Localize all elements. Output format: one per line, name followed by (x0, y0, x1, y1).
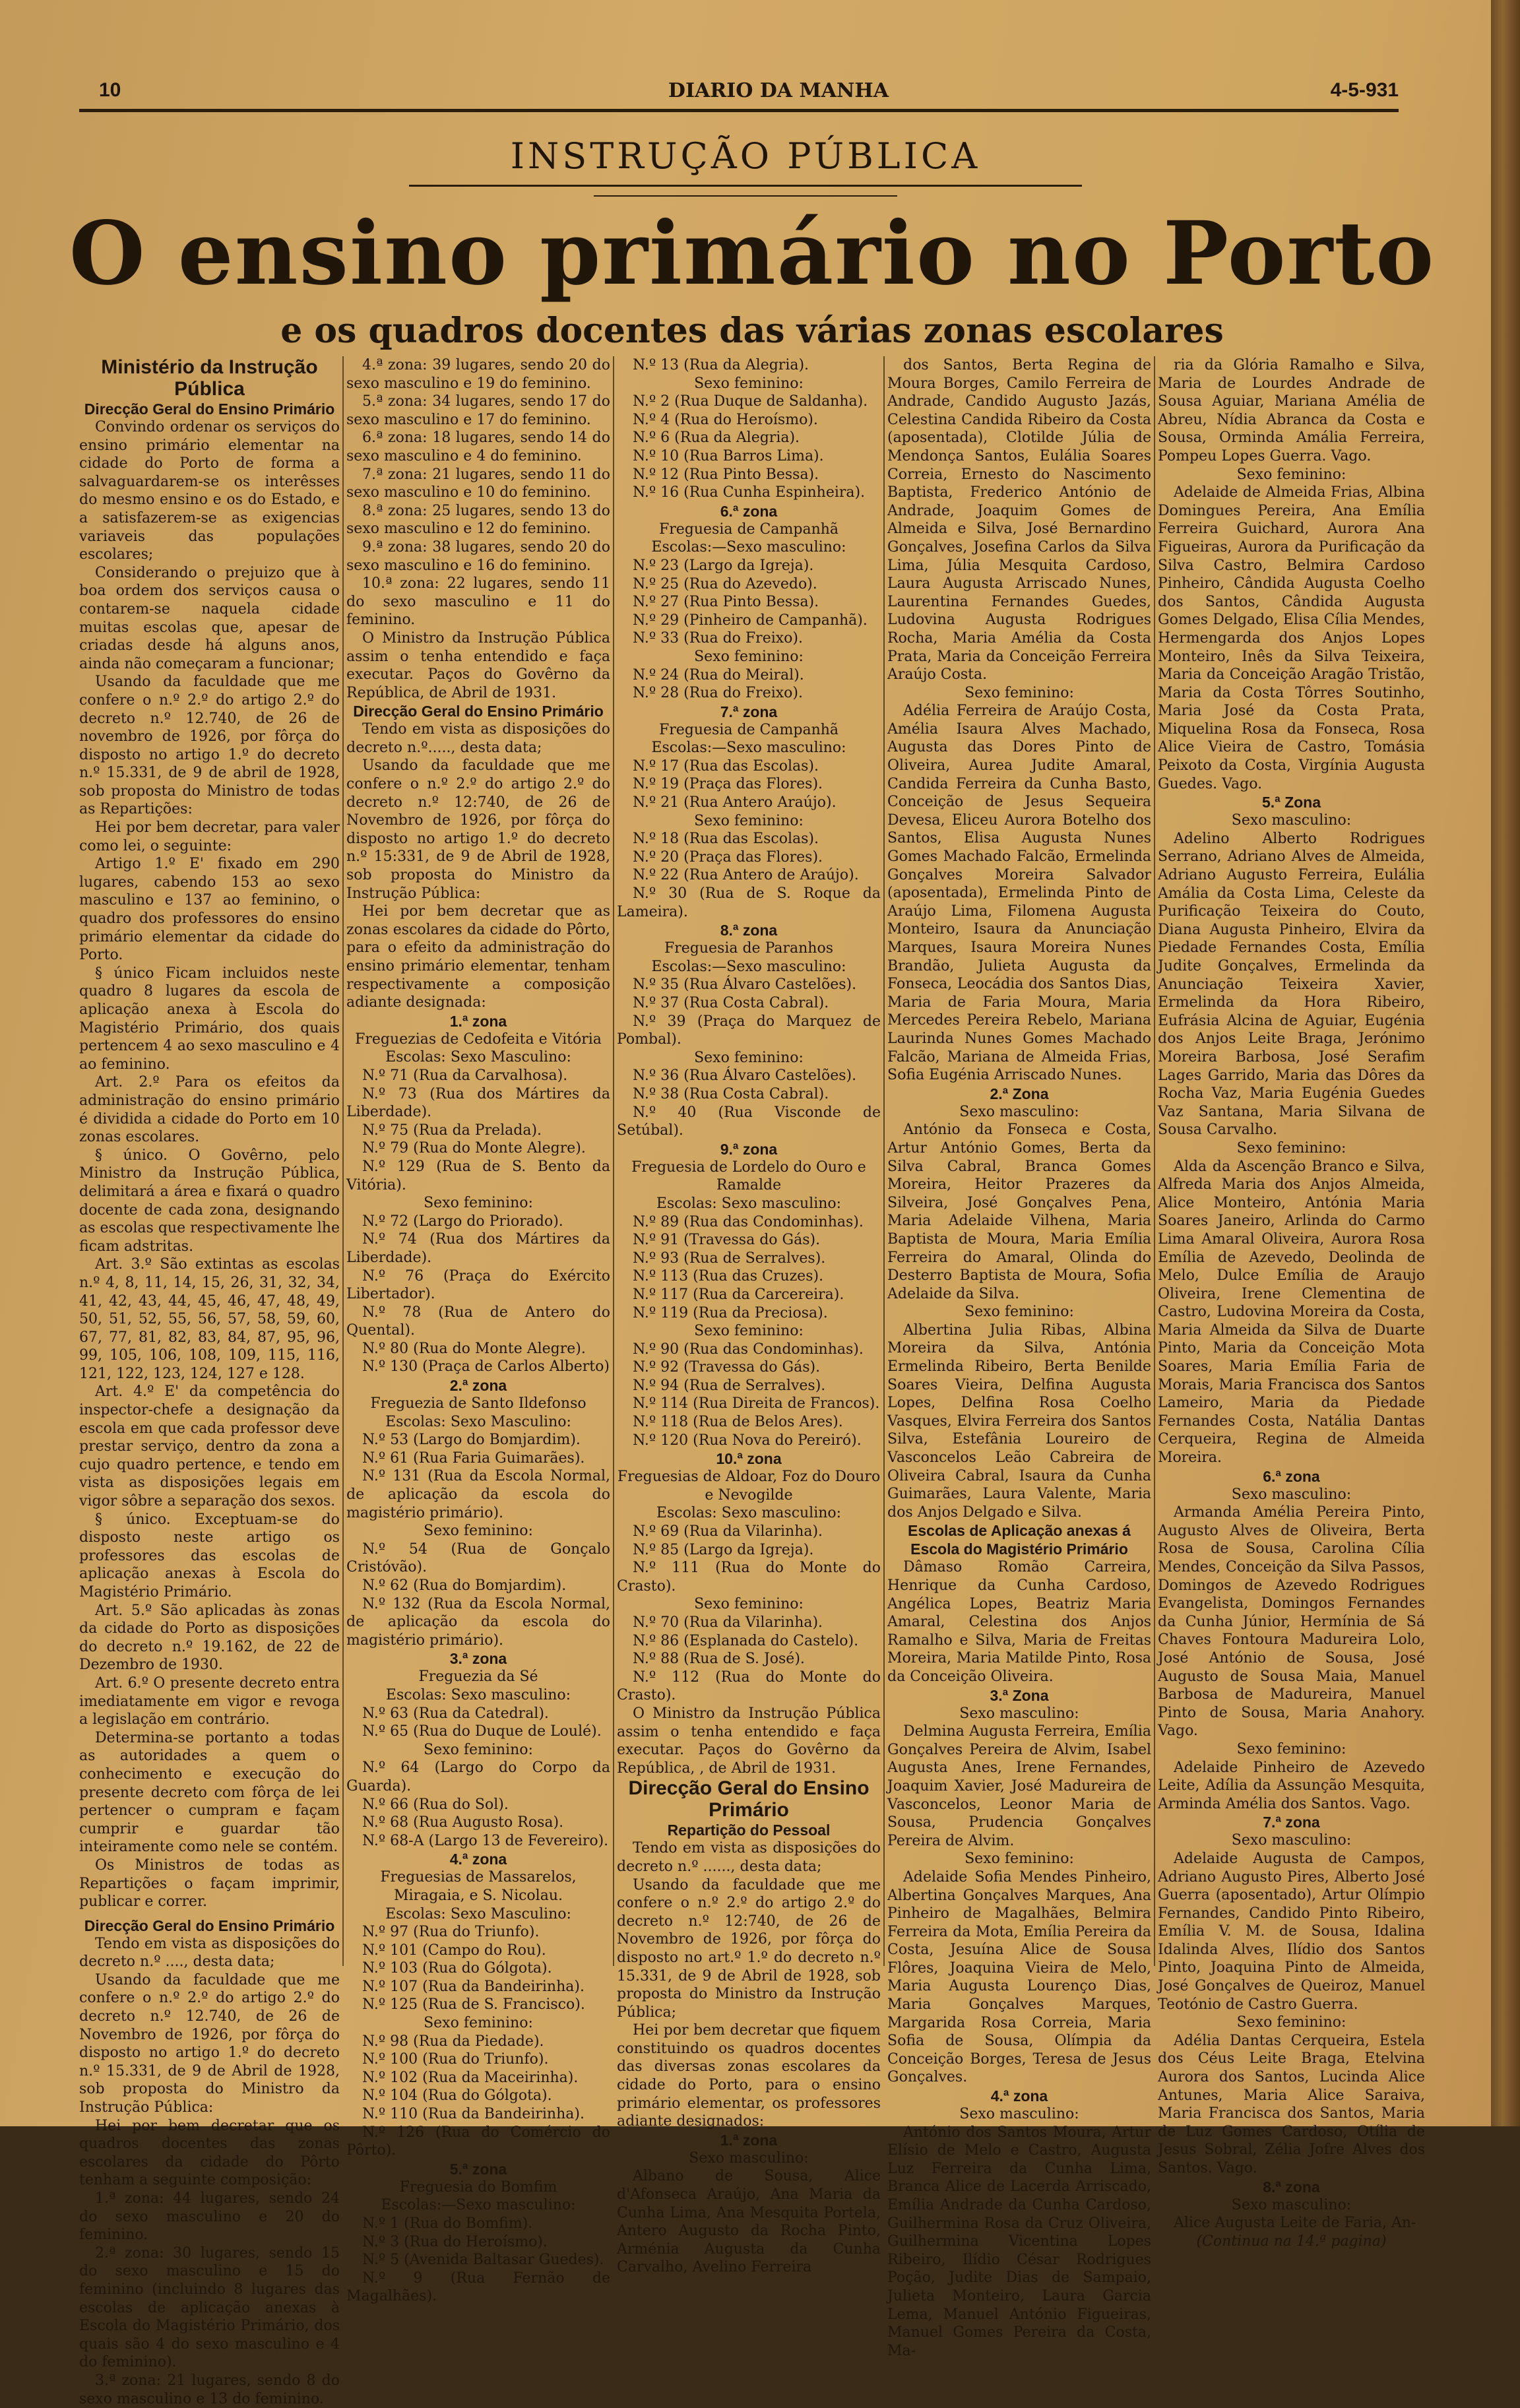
paragraph: Delmina Augusta Ferreira, Emília Gonçalves Pereira de Alvim, Isabel Augusta Anes, Irene Fernandes, Joaquim Xavier, José Madureira de Vasconcelos, Leonor Maria de Sousa, Prudencia Gonçalves Pereira de Alvim. (887, 1723, 1151, 1849)
centered-line: Sexo masculino: (1231, 2196, 1352, 2213)
centered-line: Sexo masculino: (959, 1705, 1079, 1722)
running-head (99, 79, 1399, 106)
paragraph: N.º 10 (Rua Barros Lima). (633, 447, 824, 464)
paragraph: Adelino Alberto Rodrigues Serrano, Adriano Alves de Almeida, Adriano Augusto Ferreira, Eulália Amália da Costa Lima, Celeste da Purificação Teixeira do Couto, Diana Augusta Pinheiro, Elvira da Piedade Fernandes Costa, Emília Judite Gonçalves, Ermelinda da Anunciação Teixeira Xavier, Ermelinda da Hora Ribeiro, Eufrásia Alcina de Aguiar, Eugénia dos Anjos Leite Braga, Jerónimo Moreira Barbosa, José Serafim Lages Garrido, Maria das Dôres da Rocha Vaz, Maria Eugénia Guedes Vaz Santana, Maria Silvana de Sousa Carvalho. (1158, 830, 1425, 1139)
headline: O ensino primário no Porto (69, 203, 1436, 305)
paragraph: N.º 22 (Rua Antero de Araújo). (633, 867, 859, 884)
paragraph: N.º 76 (Praça do Exército Libertador). (346, 1267, 610, 1303)
paragraph: N.º 118 (Rua de Belos Ares). (633, 1414, 843, 1431)
paragraph: N.º 17 (Rua das Escolas). (633, 757, 819, 775)
subheading: 5.ª zona (449, 2160, 507, 2178)
paragraph: Determina-se portanto a todas as autoridades a quem o conhecimento e execução do presente decreto com fôrça de lei pertencer o cumpram e façam cumprir e guardar tão inteiramente como nele se contém. (79, 1729, 340, 1856)
subheading: 7.ª zona (720, 703, 778, 720)
centered-line: Freguesias de Massarelos, Miragaia, e S. Nicolau. (380, 1869, 577, 1904)
paragraph: N.º 80 (Rua do Monte Alegre). (362, 1340, 586, 1357)
paragraph: N.º 70 (Rua da Vilarinha). (633, 1614, 823, 1631)
paragraph: N.º 129 (Rua de S. Bento da Vitória). (346, 1158, 610, 1193)
paragraph: N.º 73 (Rua dos Mártires da Liberdade). (346, 1085, 610, 1121)
paragraph: N.º 93 (Rua de Serralves). (633, 1250, 826, 1267)
subheading: Direcção Geral do Ensino Primário (628, 1777, 870, 1822)
centered-line: Sexo feminino: (1236, 1139, 1346, 1156)
subheading: 4.ª zona (449, 1851, 507, 1868)
centered-line: Sexo masculino: (1231, 1486, 1352, 1503)
centered-line: Sexo feminino: (424, 1741, 533, 1758)
subheading: 8.ª zona (720, 922, 778, 939)
paragraph: N.º 89 (Rua das Condominhas). (633, 1213, 864, 1230)
paragraph: N.º 37 (Rua Costa Cabral). (633, 995, 829, 1011)
newspaper-name: DIARIO DA MANHA (668, 79, 889, 102)
centered-line: Freguesias de Aldoar, Foz do Douro e Nevogilde (617, 1469, 881, 1504)
centered-line: Sexo feminino: (965, 1851, 1074, 1868)
paragraph: N.º 27 (Rua Pinto Bessa). (633, 594, 819, 611)
centered-line: Sexo feminino: (965, 1304, 1074, 1321)
centered-line: Sexo masculino: (959, 1103, 1079, 1120)
paragraph: N.º 92 (Travessa do Gás). (633, 1359, 821, 1376)
paragraph: N.º 36 (Rua Álvaro Castelões). (633, 1067, 857, 1085)
subheading: Escolas de Aplicação anexas á Escola do Magistério Primário (908, 1522, 1131, 1558)
paragraph: N.º 75 (Rua da Prelada). (362, 1122, 542, 1139)
paragraph: N.º 117 (Rua da Carcereira). (633, 1286, 844, 1303)
subheading: Repartição do Pessoal (667, 1822, 831, 1839)
paragraph: N.º 97 (Rua do Triunfo). (362, 1924, 540, 1941)
subheading: 6.ª zona (1263, 1467, 1320, 1485)
paragraph: N.º 102 (Rua da Maceirinha). (362, 2069, 579, 2086)
paragraph: N.º 3 (Rua do Heroísmo). (362, 2233, 548, 2250)
article-column-1 (79, 356, 340, 2407)
paragraph: § único Ficam incluidos neste quadro 8 lugares da escola de aplicação anexa à Escola do Magistério Primário, dos quais pertencem 4 ao sexo masculino e 4 ao feminino. (79, 965, 340, 1073)
centered-line: Escolas:—Sexo masculino: (381, 2197, 576, 2214)
paragraph: Usando da faculdade que me confere o n.º 2.º do artigo 2.º do decreto n.º 12:740, de 26 de Novembro de 1926, por fôrça do disposto no art.º 1.º do decreto n.º 15.331, de 9 de Abril de 1928, sob proposta do Ministro da Instrução Pública; (617, 1876, 881, 2021)
paragraph: N.º 103 (Rua do Gólgota). (362, 1960, 552, 1977)
paragraph: N.º 4 (Rua do Heroísmo). (633, 411, 818, 428)
paragraph: N.º 85 (Largo da Igreja). (633, 1541, 814, 1558)
subheading: 4.ª zona (990, 2087, 1048, 2105)
paragraph: Usando da faculdade que me confere o n.º 2.º do artigo 2.º do decreto n.º 12:740, de 26 de Novembro de 1926, por fôrça do disposto no artigo 1.º do decreto n.º 15:331, de 9 de Abril de 1928, sob proposta do Ministro da Instrução Pública: (346, 757, 610, 902)
paragraph: N.º 88 (Rua de S. José). (633, 1651, 805, 1668)
subheading: 3.ª Zona (990, 1686, 1049, 1704)
paragraph: Adelaide de Almeida Frias, Albina Domingues Pereira, Ana Emília Ferreira Guichard, Aurora Ana Figueiras, Aurora da Purificação da Silva Castro, Belmira Cardoso Pinheiro, Cândida Augusta Coelho dos Santos, Cândida Augusta Gomes Delgado, Elisa Cília Mendes, Hermengarda dos Anjos Lopes Monteiro, Inês da Silva Teixeira, Maria da Conceição Aragão Tristão, Maria da Costa Tôrres Soutinho, Maria José da Costa Prata, Miquelina Rosa da Fonseca, Rosa Alice Vieira de Castro, Tomásia Peixoto da Costa, Virgínia Augusta Guedes. Vago. (1158, 484, 1425, 792)
paragraph: N.º 68 (Rua Augusto Rosa). (362, 1814, 564, 1831)
paragraph: Adélia Dantas Cerqueira, Estela dos Céus Leite Braga, Etelvina Aurora dos Santos, Lucinda Alice Antunes, Maria Alice Saraiva, Maria Francisca dos Santos, Maria de Luz Gomes Cardoso, Otília de Jesus Sobral, Zélia Jofre Alves dos Santos. Vago. (1158, 2032, 1425, 2176)
centered-line: Sexo feminino: (694, 812, 804, 829)
paragraph: N.º 110 (Rua da Bandeirinha). (362, 2106, 585, 2123)
paragraph: N.º 72 (Largo do Priorado). (362, 1213, 563, 1230)
paragraph: N.º 132 (Rua da Escola Normal, de aplicação da escola do magistério primário). (346, 1595, 610, 1649)
paragraph: Albertina Julia Ribas, Albina Moreira da Silva, Antónia Ermelinda Ribeiro, Berta Benilde Soares Vieira, Delfina Augusta Lopes, Delfina Rosa Coelho Vasques, Elvira Ferreira dos Santos Silva, Estefânia Loureiro de Vasconcelos Leão Cabreira de Oliveira Cabral, Isaura da Cunha Guimarães, Laura Valente, Maria dos Anjos Delgado e Silva. (887, 1321, 1151, 1521)
subheading: 2.ª Zona (990, 1085, 1049, 1102)
section-rule-short (594, 195, 897, 197)
centered-line: Freguezia de Santo Ildefonso (370, 1395, 586, 1412)
article-column-4 (887, 356, 1151, 2359)
paragraph: N.º 23 (Largo da Igreja). (633, 557, 814, 574)
paragraph: N.º 28 (Rua do Freixo). (633, 685, 803, 702)
subheading: 3.ª zona (449, 1650, 507, 1668)
paragraph: N.º 86 (Esplanada do Castelo). (633, 1632, 859, 1649)
paragraph: 6.ª zona: 18 lugares, sendo 14 do sexo masculino e 4 do feminino. (346, 429, 610, 464)
subheading: 2.ª zona (449, 1377, 507, 1395)
centered-line: Freguesia de Lordelo do Ouro e Ramalde (631, 1158, 866, 1194)
centered-line: Sexo feminino: (1236, 2014, 1346, 2031)
paragraph: N.º 53 (Largo do Bomjardim). (362, 1432, 581, 1449)
paragraph: Dâmaso Romão Carreira, Henrique da Cunha Cardoso, Angélica Lopes, Beatriz Maria Amaral, Celestina dos Anjos Ramalho e Silva, Maria de Freitas Moreira, Maria Matilde Pinto, Rosa da Conceição Oliveira. (887, 1559, 1151, 1685)
paragraph: N.º 91 (Travessa do Gás). (633, 1232, 821, 1249)
centered-line: Escolas: Sexo Masculino: (385, 1905, 571, 1922)
adjacent-page-edge (1491, 0, 1520, 2126)
paragraph: N.º 119 (Rua da Preciosa). (633, 1304, 828, 1321)
paragraph: N.º 69 (Rua da Vilarinha). (633, 1523, 823, 1540)
paragraph: N.º 71 (Rua da Carvalhosa). (362, 1067, 568, 1084)
paragraph: N.º 126 (Rua do Comércio do Pôrto). (346, 2124, 610, 2159)
paragraph: N.º 78 (Rua de Antero do Quental). (346, 1304, 610, 1339)
section-rule (409, 185, 1082, 187)
paragraph: Artigo 1.º E' fixado em 290 lugares, cabendo 153 ao sexo masculino e 137 ao feminino, o quadro dos professores do ensino primário elementar da cidade do Porto. (79, 856, 340, 964)
centered-line: Sexo feminino: (694, 1049, 804, 1066)
paragraph: Armanda Amélia Pereira Pinto, Augusto Alves de Oliveira, Berta Rosa de Sousa, Carolina Cília Mendes, Conceição da Silva Passos, Domingos de Azevedo Rodrigues Evangelista, Domingos Fernandes da Cunha Júnior, Hermínia de Sá Chaves Fontoura Madureira Lolo, José António de Sousa, José Augusto de Sousa Maia, Manuel Barbosa de Madureira, Manuel Pinto de Sousa, Maria Anahory. Vago. (1158, 1504, 1425, 1740)
paragraph: Considerando o prejuizo que à boa ordem dos serviços causa o contarem-se naquela cidade muitas escolas que, apesar de criadas desde há alguns anos, ainda não começaram a funcionar; (79, 564, 340, 672)
paragraph: N.º 21 (Rua Antero Araújo). (633, 794, 837, 811)
centered-line: Sexo masculino: (1231, 812, 1352, 829)
paragraph: § único. O Govêrno, pelo Ministro da Instrução Pública, delimitará a área e fixará o quadro docente de cada zona, designando as escolas que respectivamente lhe ficam adstritas. (79, 1147, 340, 1255)
paragraph: Os Ministros de todas as Repartições o façam imprimir, publicar e correr. (79, 1856, 340, 1911)
paragraph: N.º 63 (Rua da Catedral). (362, 1705, 549, 1722)
subheading: 1.ª zona (449, 1012, 507, 1030)
subheading: Ministério da Instrução Pública (101, 356, 318, 400)
paragraph: ria da Glória Ramalho e Silva, Maria de Lourdes Andrade de Sousa Aguiar, Mariana Amélia de Abreu, Nídia Abranca da Costa e Sousa, Orminda Amália Ferreira, Pompeu Lopes Guerra. Vago. (1158, 357, 1425, 464)
centered-line: Sexo feminino: (424, 2015, 533, 2032)
centered-line: Sexo feminino: (694, 1596, 804, 1613)
paragraph: Usando da faculdade que me confere o n.º 2.º do artigo 2.º do decreto n.º 12.740, de 26 de Novembro de 1926, por fôrça do disposto no artigo 1.º do decreto n.º 15.331, de 9 de Abril de 1928, sob proposta do Ministro da Instrução Pública: (79, 1971, 340, 2116)
paragraph: Hei por bem decretar que fiquem constituindo os quadros docentes das diversas zonas escolares da cidade do Porto, para o ensino primário elementar, os professores adiante designados: (617, 2022, 881, 2130)
paragraph: N.º 64 (Largo do Corpo da Guarda). (346, 1759, 610, 1794)
paragraph: N.º 62 (Rua do Bomjardim). (362, 1577, 567, 1594)
paragraph: 1.ª zona: 44 lugares, sendo 24 do sexo masculino e 20 do feminino. (79, 2190, 340, 2244)
subheading: 5.ª Zona (1261, 794, 1321, 811)
centered-line: Freguezias de Cedofeita e Vitória (355, 1030, 602, 1048)
paragraph: Art. 3.º São extintas as escolas n.º 4, 8, 11, 14, 15, 26, 31, 32, 34, 41, 42, 43, 44, 45, 46, 47, 48, 49, 50, 51, 52, 55, 56, 57, 58, 59, 60, 67, 77, 81, 82, 83, 84, 87, 95, 96, 99, 105, 106, 108, 109, 115, 116, 121, 122, 123, 124, 127 e 128. (79, 1256, 340, 1382)
paragraph: N.º 114 (Rua Direita de Francos). (633, 1395, 880, 1412)
paragraph: Tendo em vista as disposições do decreto n.º ......, desta data; (617, 1840, 881, 1875)
paragraph: N.º 100 (Rua do Triunfo). (362, 2051, 549, 2068)
subheading: 10.ª zona (716, 1450, 782, 1468)
paragraph: Alda da Ascenção Branco e Silva, Alfreda Maria dos Anjos Almeida, Alice Monteiro, Antónia Maria Soares Janeiro, Arlinda do Carmo Lima Amaral Oliveira, Aurora Rosa Emília de Azevedo, Deolinda de Melo, Dulce Emília de Araujo Oliveira, Irene Clementina de Castro, Ludovina Moreira da Costa, Maria Almeida da Silva de Duarte Pinto, Maria da Conceição Mota Soares, Maria Emília Faria de Morais, Maria Francisca dos Santos Lameiro, Maria da Piedade Fernandes Costa, Natália Dantas Cerqueira, Regina de Almeida Moreira. (1158, 1158, 1425, 1467)
centered-line: Sexo masculino: (689, 2149, 809, 2167)
article-column-5 (1158, 356, 1425, 2250)
centered-line: Freguezia da Sé (418, 1668, 538, 1686)
paragraph: N.º 9 (Rua Fernão de Magalhães). (346, 2269, 610, 2305)
paragraph: N.º 29 (Pinheiro de Campanhã). (633, 612, 868, 629)
centered-line: Sexo masculino: (959, 2106, 1079, 2123)
paragraph: N.º 16 (Rua Cunha Espinheira). (633, 484, 866, 501)
paragraph: O Ministro da Instrução Pública assim o tenha entendido e faça executar. Paços do Govêrno da República, , de Abril de 1931. (617, 1705, 881, 1777)
paragraph: N.º 19 (Praça das Flores). (633, 776, 823, 793)
centered-line: Sexo feminino: (1236, 466, 1346, 483)
centered-line: Freguesia de Campanhã (658, 521, 839, 538)
column-rule (883, 356, 885, 1966)
paragraph: N.º 113 (Rua das Cruzes). (633, 1268, 824, 1285)
paragraph: Albano de Sousa, Alice d'Afonseca Araújo, Ana Maria da Cunha Lima, Ana Mesquita Portela, Antero Augusto da Rocha Pinto, Arménia Augusta da Cunha Carvalho, Avelino Ferreira (617, 2168, 881, 2276)
column-rule (1154, 356, 1155, 1966)
paragraph: N.º 130 (Praça de Carlos Alberto) (362, 1358, 610, 1376)
paragraph: N.º 5 (Avenida Baltasar Guedes). (362, 2252, 604, 2269)
paragraph: N.º 2 (Rua Duque de Saldanha). (633, 393, 868, 410)
paragraph: N.º 74 (Rua dos Mártires da Liberdade). (346, 1231, 610, 1266)
paragraph: Hei por bem decretar, para valer como lei, o seguinte: (79, 819, 340, 854)
column-rule (613, 356, 614, 1966)
centered-line: Freguesia de Paranhos (664, 940, 834, 957)
paragraph: N.º 24 (Rua do Meiral). (633, 666, 804, 683)
paragraph: N.º 112 (Rua do Monte do Crasto). (617, 1668, 881, 1704)
article-column-3 (617, 356, 881, 2276)
paragraph: N.º 13 (Rua da Alegria). (633, 357, 809, 373)
centered-line: Escolas:—Sexo masculino: (651, 740, 846, 757)
paragraph: N.º 54 (Rua de Gonçalo Cristóvão). (346, 1540, 610, 1576)
paragraph: N.º 111 (Rua do Monte do Crasto). (617, 1560, 881, 1595)
paragraph: 3.ª zona: 21 lugares, sendo 8 do sexo masculino e 13 do feminino. (79, 2372, 340, 2407)
subheading: Direcção Geral do Ensino Primário (84, 1917, 335, 1934)
paragraph: N.º 25 (Rua do Azevedo). (633, 575, 817, 592)
paragraph: dos Santos, Berta Regina de Moura Borges, Camilo Ferreira de Andrade, Candido Augusto Jazás, Celestina Candida Ribeiro da Costa (aposentada), Clotilde Júlia de Mendonça Santos, Eulália Soares Correia, Ernesto do Nascimento Baptista, Frederico António de Andrade, Joaquim Gomes de Almeida e Silva, José Bernardino Gonçalves, Josefina Carlos da Silva Lima, Júlia Mesquita Cardoso, Laura Augusta Arriscado Nunes, Laurentina Fernandes Guedes, Ludovina Augusta Rodrigues Rocha, Maria Amélia da Costa Prata, Maria da Conceição Ferreira Araújo Costa. (887, 357, 1151, 683)
subheading: Direcção Geral do Ensino Primário (84, 400, 335, 418)
paragraph: N.º 40 (Rua Visconde de Setúbal). (617, 1104, 881, 1139)
centered-line: Escolas:—Sexo masculino: (651, 539, 846, 556)
paragraph: N.º 6 (Rua da Alegria). (633, 429, 800, 447)
paragraph: Art. 2.º Para os efeitos da administração do ensino primário é dividida a cidade do Porto em 10 zonas escolares. (79, 1074, 340, 1146)
paragraph: § único. Exceptuam-se do disposto neste artigo os professores das escolas de aplicação anexas à Escola do Magistério Primário. (79, 1511, 340, 1600)
centered-line: Sexo feminino: (694, 648, 804, 665)
paragraph: N.º 94 (Rua de Serralves). (633, 1377, 826, 1394)
paragraph: N.º 35 (Rua Álvaro Castelões). (633, 976, 857, 994)
paragraph: Hei por bem decretar que os quadros docentes das zonas escolares da cidade do Pôrto tenham a seguinte composição: (79, 2117, 340, 2189)
centered-line: Escolas: Sexo masculino: (656, 1195, 842, 1212)
subheading: Direcção Geral do Ensino Primário (353, 703, 604, 720)
centered-line: Sexo masculino: (1231, 1832, 1352, 1849)
paragraph: 8.ª zona: 25 lugares, sendo 13 do sexo masculino e 12 do feminino. (346, 502, 610, 538)
centered-line: Escolas: Sexo masculino: (656, 1505, 842, 1522)
page-number: 10 (99, 79, 121, 101)
subheading: 8.ª zona (1263, 2178, 1320, 2196)
paragraph: Art. 5.º São aplicadas às zonas da cidade do Porto as disposições do decreto n.º 19.162, de 22 de Dezembro de 1930. (79, 1602, 340, 1674)
subheading: 7.ª zona (1263, 1814, 1320, 1831)
header-rule (79, 109, 1399, 112)
paragraph: O Ministro da Instrução Pública assim o tenha entendido e faça executar. Paços do Govêrno da República, de Abril de 1931. (346, 629, 610, 701)
paragraph: N.º 65 (Rua do Duque de Loulé). (362, 1723, 602, 1740)
centered-line: Sexo feminino: (965, 684, 1074, 701)
paragraph: N.º 107 (Rua da Bandeirinha). (362, 1978, 585, 1995)
paragraph: N.º 18 (Rua das Escolas). (633, 831, 819, 848)
paragraph: Tendo em vista as disposições do decreto n.º ...., desta data; (79, 1935, 340, 1971)
paragraph: Convindo ordenar os serviços do ensino primário elementar na cidade do Porto de forma a salvaguardarem-se os interêsses do mesmo ensino e os do Estado, e a satisfazerem-se as exigencias variaveis das populações escolares; (79, 419, 340, 563)
paragraph: Adelaide Pinheiro de Azevedo Leite, Adília da Assunção Mesquita, Arminda Amélia dos Santos. Vago. (1158, 1759, 1425, 1812)
centered-line: (Continua na 14.ª pagina) (1196, 2233, 1387, 2250)
paragraph: N.º 90 (Rua das Condominhas). (633, 1341, 864, 1358)
centered-line: Escolas: Sexo masculino: (385, 1686, 571, 1703)
subheading: 9.ª zona (720, 1140, 778, 1158)
paragraph: N.º 61 (Rua Faria Guimarães). (362, 1449, 585, 1467)
centered-line: Escolas: Sexo Masculino: (385, 1049, 571, 1066)
paragraph: N.º 125 (Rua de S. Francisco). (362, 1996, 585, 2013)
paragraph: Adelaide Sofia Mendes Pinheiro, Albertina Gonçalves Marques, Ana Pinheiro de Magalhães, Belmira Ferreira da Mota, Emília Pereira da Costa, Jesuína Alice de Sousa Flôres, Joaquina Vieira de Melo, Maria Augusta Lourenço Dias, Maria Gonçalves Marques, Margarida Rosa Correia, Maria Sofia de Sousa, Olímpia da Conceição Borges, Teresa de Jesus Gonçalves. (887, 1868, 1151, 2086)
issue-date: 4-5-931 (1330, 79, 1399, 101)
paragraph: N.º 12 (Rua Pinto Bessa). (633, 466, 819, 483)
paragraph: Art. 4.º E' da competência do inspector-chefe a designação da escola em que cada professor deve prestar serviço, dentro da zona a cujo quadro pertence, e tendo em vista as disposições legais em vigor sôbre a separação dos sexos. (79, 1383, 340, 1510)
paragraph: N.º 66 (Rua do Sol). (362, 1796, 509, 1813)
paragraph: Hei por bem decretar que as zonas escolares da cidade do Pôrto, para o efeito da administração do ensino primário elementar, tenham respectivamente a composição adiante designada: (346, 903, 610, 1011)
column-rule (342, 356, 344, 1966)
paragraph: N.º 39 (Praça do Marquez de Pombal). (617, 1013, 881, 1048)
paragraph: N.º 98 (Rua da Piedade). (362, 2033, 544, 2050)
paragraph: N.º 1 (Rua do Bomfim). (362, 2215, 533, 2232)
paragraph: N.º 68-A (Largo 13 de Fevereiro). (362, 1832, 609, 1849)
centered-line: Sexo feminino: (424, 1523, 533, 1540)
paragraph: N.º 120 (Rua Nova do Pereiró). (633, 1432, 862, 1449)
paragraph: 5.ª zona: 34 lugares, sendo 17 do sexo masculino e 17 do feminino. (346, 393, 610, 428)
paragraph: 10.ª zona: 22 lugares, sendo 11 do sexo masculino e 11 do feminino. (346, 575, 610, 629)
paragraph: António dos Santos Moura, Artur Elísio de Melo e Castro, Augusta Luz Ferreira da Cunha Lima, Branca Alice de Lacerda Arriscado, Emília Andrade da Cunha Cardoso, Guilhermina Rosa da Cruz Oliveira, Guilhermina Vicentina Lopes Ribeiro, Ilídio César Rodrigues Poção, Judite Dias de Sampaio, Julieta Monteiro, Laura Garcia Lema, Manuel António Figueiras, Manuel Gomes Pereira da Costa, Ma- (887, 2124, 1151, 2359)
paragraph: Alice Augusta Leite de Faria, An- (1174, 2215, 1416, 2232)
paragraph: 2.ª zona: 30 lugares, sendo 15 do sexo masculino e 15 do feminino (incluindo 8 lugares das escolas de aplicação anexas à Escola do Magistério Primário, dos quais são 4 do sexo masculino e 4 do feminino). (79, 2244, 340, 2371)
section-title: INSTRUÇÃO PÚBLICA (510, 135, 981, 177)
subheadline: e os quadros docentes das várias zonas escolares (280, 311, 1224, 351)
paragraph: N.º 38 (Rua Costa Cabral). (633, 1085, 829, 1102)
paragraph: N.º 20 (Praça das Flores). (633, 848, 823, 866)
centered-line: Escolas:—Sexo masculino: (651, 958, 846, 975)
centered-line: Sexo feminino: (424, 1195, 533, 1212)
spacer (79, 1911, 340, 1917)
centered-line: Sexo feminino: (1236, 1740, 1346, 1758)
paragraph: N.º 30 (Rua de S. Roque da Lameira). (617, 885, 881, 920)
paragraph: N.º 101 (Campo do Rou). (362, 1942, 546, 1959)
paragraph: N.º 79 (Rua do Monte Alegre). (362, 1140, 586, 1157)
paragraph: N.º 131 (Rua da Escola Normal, de aplicação da escola do magistério primário). (346, 1468, 610, 1521)
paragraph: Tendo em vista as disposições do decreto n.º....., desta data; (346, 721, 610, 756)
paragraph: N.º 33 (Rua do Freixo). (633, 630, 803, 647)
article-column-2 (346, 356, 610, 2305)
centered-line: Freguesia do Bomfim (399, 2178, 557, 2196)
subheading: 6.ª zona (720, 502, 778, 520)
paragraph: 9.ª zona: 38 lugares, sendo 20 do sexo masculino e 16 do feminino. (346, 538, 610, 574)
paragraph: Adelaide Augusta de Campos, Adriano Augusto Pires, Alberto José Guerra (aposentado), Artur Olímpio Fernandes, Candido Pinto Ribeiro, Emília V. M. de Sousa, Idalina Idalinda Alves, Ilídio dos Santos Pinto, Joaquina Pinto de Almeida, José Gonçalves de Queiroz, Manuel Teotónio de Castro Guerra. (1158, 1850, 1425, 2013)
paragraph: Usando da faculdade que me confere o n.º 2.º do artigo 2.º do decreto n.º 12.740, de 26 de novembro de 1926, por fôrça do disposto no artigo 1.º do decreto n.º 15.331, de 9 de abril de 1928, sob proposta do Ministro de todas as Repartições: (79, 674, 340, 818)
paragraph: António da Fonseca e Costa, Artur António Gomes, Berta da Silva Cabral, Branca Gomes Moreira, Heitor Prazeres da Silveira, José Gonçalves Pena, Maria Adelaide Vilhena, Maria Baptista de Moura, Maria Emília Ferreira do Amaral, Olinda do Desterro Baptista de Moura, Sofia Adelaide da Silva. (887, 1122, 1151, 1302)
paragraph: Art. 6.º O presente decreto entra imediatamente em vigor e revoga a legislação em contrário. (79, 1674, 340, 1728)
paragraph: 4.ª zona: 39 lugares, sendo 20 do sexo masculino e 19 do feminino. (346, 357, 610, 392)
centered-line: Freguesia de Campanhã (658, 721, 839, 738)
subheading: 1.ª zona (720, 2131, 778, 2149)
centered-line: Sexo feminino: (694, 375, 804, 392)
paragraph: Adélia Ferreira de Araújo Costa, Amélia Isaura Alves Machado, Augusta das Dores Pinto de Oliveira, Aurea Judite Amaral, Candida Ferreira da Cunha Basto, Conceição de Jesus Sequeira Devesa, Eliceu Aurora Botelho dos Santos, Elisa Augusta Nunes Gomes Machado Falcão, Ermelinda Gonçalves Moreira Salvador (aposentada), Ermelinda Pinto de Araújo Lima, Filomena Augusta Monteiro, Isaura da Anunciação Marques, Isaura Moreira Nunes Brandão, Julieta Augusta da Fonseca, Leocádia dos Santos Dias, Maria de Faria Moura, Maria Mercedes Pereira Rebelo, Mariana Laurinda Nunes Gomes Machado Falcão, Mariana de Almeida Frias, Sofia Eugénia Arriscado Nunes. (887, 703, 1151, 1084)
paragraph: 7.ª zona: 21 lugares, sendo 11 do sexo masculino e 10 do feminino. (346, 466, 610, 501)
centered-line: Sexo feminino: (694, 1323, 804, 1340)
paragraph: N.º 104 (Rua do Gólgota). (362, 2087, 552, 2105)
centered-line: Escolas: Sexo Masculino: (385, 1413, 571, 1430)
